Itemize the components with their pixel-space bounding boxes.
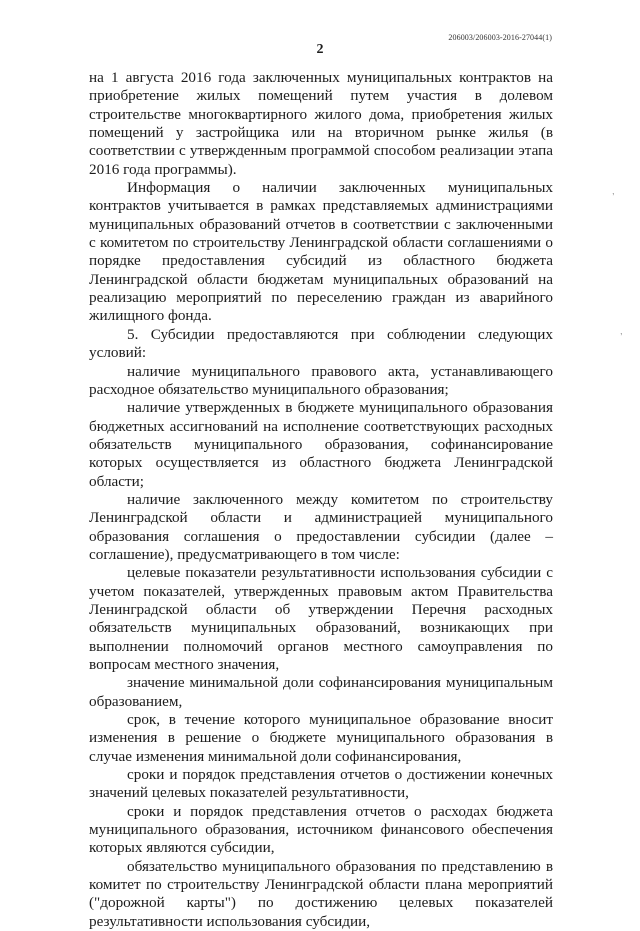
paragraph: сроки и порядок представления отчетов о расходах бюджета муниципального образования, источником финансового обеспечения которых являются субсидии, <box>89 802 553 857</box>
paragraph: значение минимальной доли софинансирования муниципальным образованием, <box>89 674 553 710</box>
paragraph: на 1 августа 2016 года заключенных муниципальных контрактов на приобретение жилых помещений путем участия в долевом строительстве многоквартирного жилого дома, приобретения жилых помещений у застройщика или на вторичном рынке жилья (в соответствии с утвержденным программой способом реализации этапа 2016 года программы). <box>89 69 553 178</box>
paragraph: Информация о наличии заключенных муниципальных контрактов учитывается в рамках представляемых администрациями муниципальных образований отчетов в соответствии с заключенными с комитетом по строительству Ленинградской области соглашениями о порядке предоставления субсидий из областного бюджета Ленинградской области бюджетам муниципальных образований на реализацию мероприятий по переселению граждан из аварийного жилищного фонда. <box>89 179 553 325</box>
body-text <box>89 69 553 931</box>
page-number: 2 <box>316 42 324 57</box>
margin-mark: , <box>620 326 623 336</box>
paragraph: наличие утвержденных в бюджете муниципального образования бюджетных ассигнований на исполнение соответствующих расходных обязательств муниципального образования, софинансирование которых осуществляется из областного бюджета Ленинградской области; <box>89 399 553 490</box>
paragraph: целевые показатели результативности использования субсидии с учетом показателей, утвержденных правовым актом Правительства Ленинградской области об утверждении Перечня расходных обязательств муниципальных образований, возникающих при выполнении полномочий органов местного самоуправления по вопросам местного значения, <box>89 564 553 673</box>
paragraph: срок, в течение которого муниципальное образование вносит изменения в решение о бюджете муниципального образования в случае изменения минимальной доли софинансирования, <box>89 711 553 765</box>
document-id: 206003/206003-2016-27044(1) <box>448 33 552 42</box>
margin-mark: , <box>612 186 615 196</box>
paragraph: обязательство муниципального образования по представлению в комитет по строительству Ленинградской области плана мероприятий ("дорожной карты") по достижению целевых показателей результативности использования субсидии, <box>89 857 553 930</box>
paragraph: сроки и порядок представления отчетов о достижении конечных значений целевых показателей результативности, <box>89 766 553 802</box>
paragraph: 5. Субсидии предоставляются при соблюдении следующих условий: <box>89 325 553 362</box>
paragraph: наличие муниципального правового акта, устанавливающего расходное обязательство муниципального образования; <box>89 362 553 398</box>
paragraph: наличие заключенного между комитетом по строительству Ленинградской области и администрацией муниципального образования соглашения о предоставлении субсидии (далее – соглашение), предусматривающего в том числе: <box>89 490 553 563</box>
